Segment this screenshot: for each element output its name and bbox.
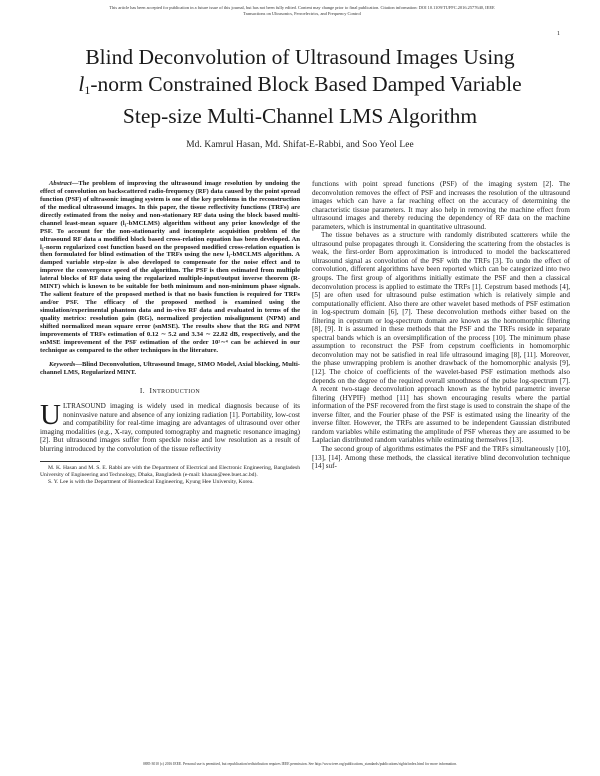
publication-notice <box>52 5 552 17</box>
notice-line-1: This article has been accepted for publication in a future issue of this journal, but has not been fully edited. Content may change prior to final publication. Citation information: DOI 10.1109/TUFFC.2016.2577640, IEEE <box>109 5 495 10</box>
title-line-1: Blind Deconvolution of Ultrasound Images Using <box>85 45 515 69</box>
title-ell: l <box>78 71 85 96</box>
notice-line-2: Transactions on Ultrasonics, Ferroelectrics, and Frequency Control <box>243 11 361 16</box>
keywords-text: —Blind Deconvolution, Ultrasound Image, SIMO Model, Axial blocking, Multi-channel LMS, Regularized MINT. <box>40 360 300 376</box>
section-title-rest: NTRODUCTION <box>152 388 201 395</box>
title-ell-subscript: 1 <box>84 82 91 97</box>
abstract-text: —The problem of improving the ultrasound image resolution by undoing the effect of convolution on backscattered radio-frequency (RF) data caused by the point spread function (PSF) of ultrasonic imaging system is one of the key problems in the reconstruction of the medical ultrasound images. In this paper, the tissue reflectivity functions (TRFs) are directly estimated from the noisy and non-stationary RF data using the block based multi-channel least-mean square (l₁-bMCLMS) algorithm without any prior knowledge of the PSF. To account for the non-stationarity and incomplete acquisition problem of the ultrasound RF data a modified block based cross-relation equation has been developed. An l₁-norm regularized cost function based on the proposed modified cross-relation equation is then formulated for blind estimation of the TRFs using the new l₁-bMCLMS algorithm. A damped variable step-size is also developed to compensate for the noise effect and to improve the convergence speed of the algorithm. The PSF is then estimated from multiple lateral blocks of RF data using the regularized multiple-input/output inverse theorem (R-MINT) which is known to be suitable for both minimum and non-minimum phase signals. The salient feature of the proposed method is that no basis function is required for TRFs and/or PSF. The efficacy of the proposed method is examined using the simulation/experimental phantom data and in-vivo RF data and evaluated in terms of the quality metrics: resolution gain (RG), normalized projection misalignment (NPM) and shifted normalized mean square error (snMSE). The results show that the RG and NPM improvements of TRFs estimation of 0.12 ∼ 5.2 and 3.34 ∼ 22.82 dB, respectively, and the snMSE improvement of the PSF estimation of the order 10²∼⁴ can be achieved in our technique as compared to the other techniques in the literature. <box>40 180 300 354</box>
body-paragraph: functions with point spread functions (PSF) of the imaging system [2]. The deconvolution removes the effect of PSF and increases the resolution of the ultrasound images which can have a far reaching effect on the accuracy of determining the characteristic tissue parameters. It may also help in removing the machine effect from ultrasound images and thereby reducing the dependency of RF data on the machine parameters, which is instrumental in quantitative ultrasound. <box>312 180 570 231</box>
intro-text: imaging is widely used in medical diagnosis because of its noninvasive nature and absence of any ionizing radiation [1]. Portability, low-cost and compatibility for real-time imaging are advantages of ultrasound over other imaging modalities (e.g., X-ray, computed tomography and magnetic resonance imaging) [2]. But ultrasound images suffer from speckle noise and low resolution as a result of blurring introduced by the convolution of the tissue reflectivity <box>40 402 300 453</box>
page-number: 1 <box>557 31 560 37</box>
footnote-affiliation-2: S. Y. Lee is with the Department of Biomedical Engineering, Kyung Hee University, Korea. <box>48 478 254 485</box>
footnote-divider <box>40 461 100 462</box>
body-paragraph: The second group of algorithms estimates the PSF and the TRFs simultaneously [10], [13], [14]. Among these methods, the classical iterative blind deconvolution technique [14] suf- <box>312 444 570 471</box>
drop-cap: U <box>40 399 61 432</box>
section-first-letter: I <box>149 385 153 395</box>
footnote-affiliation-1: M. K. Hasan and M. S. E. Rabbi are with the Department of Electrical and Electronic Engineering, Bangladesh University of Engineering and Technology, Dhaka, Bangladesh (e-mail: khasan@eee.buet.ac.bd). <box>40 465 300 479</box>
title-line-2 <box>40 71 560 104</box>
title-line-3: Step-size Multi-Channel LMS Algorithm <box>122 104 478 128</box>
section-numeral: I. <box>139 385 145 395</box>
copyright-notice: 0885-3010 (c) 2016 IEEE. Personal use is permitted, but republication/redistribution requires IEEE permission. See http://www.ieee.org/publications_standards/publications/rights/index.html for more information. <box>142 762 458 766</box>
abstract <box>40 180 300 355</box>
keywords <box>40 361 300 377</box>
right-column <box>312 180 570 471</box>
intro-smallcaps: LTRASOUND <box>62 402 106 411</box>
body-paragraph: The tissue behaves as a structure with randomly distributed scatterers while the ultrasound pulse propagates through it. Considering the scattering from the obstacles is weak, the first-order Born approximation is introduced to model the backscattered ultrasound signal as convolution of the PSF with the TRFs [3]. To undo the effect of convolution, different algorithms have been reported which can be categorized into two groups. The first group of algorithms initially estimate the PSF and then a classical deconvolution process is applied to estimate the TRFs [1]. Cepstrum based methods [4], [5] are often used for ultrasound pulse estimation which is relatively simple and computationally efficient. Also there are other wavelet based methods of PSF estimation in log-spectrum domain [6], [7]. These deconvolution methods either based on the filtering in cepstrum or log-spectrum domain are known as the homomorphic filtering [8], [9]. It is assumed in these methods that the PSF and the TRFs reside in separate spectral bands which is an oversimplification of the process [10]. The minimum phase assumption to reconstruct the PSF from cepstrum coefficients in homomorphic deconvolution may not be satisfied in real life ultrasound imaging [8], [11]. Moreover, the phase unwrapping problem is another drawback of the homomorphic analysis [9], [12]. The choice of coefficients of the wavelet-based PSF estimation methods also depends on the degree of the required overall smoothness of the pulse log-spectrum [7]. A recent two-stage deconvolution approach known as the hybrid parametric inverse filtering (HYPIF) method [11] has shown encouraging results where the partial information of the PSF recovered from the first stage is used to constrain the shape of the inverse filter, and the Fourier phase of the PSF is estimated using the linearity of the inverse filter. However, the TRFs are assumed to be independent Gaussian distributed random variables while estimating the amplitude of PSF whereas they are assumed to be Laplacian distributed random variables while estimating themselves [13]. <box>312 231 570 445</box>
section-heading-introduction <box>40 387 300 397</box>
title-line-2-rest: -norm Constrained Block Based Damped Variable <box>90 71 522 96</box>
keywords-label: Keywords <box>49 360 76 368</box>
left-column <box>40 180 300 485</box>
paper-title <box>40 44 560 130</box>
abstract-label: Abstract <box>49 180 72 187</box>
intro-paragraph <box>40 399 300 453</box>
author-list: Md. Kamrul Hasan, Md. Shifat-E-Rabbi, and Soo Yeol Lee <box>186 140 414 150</box>
